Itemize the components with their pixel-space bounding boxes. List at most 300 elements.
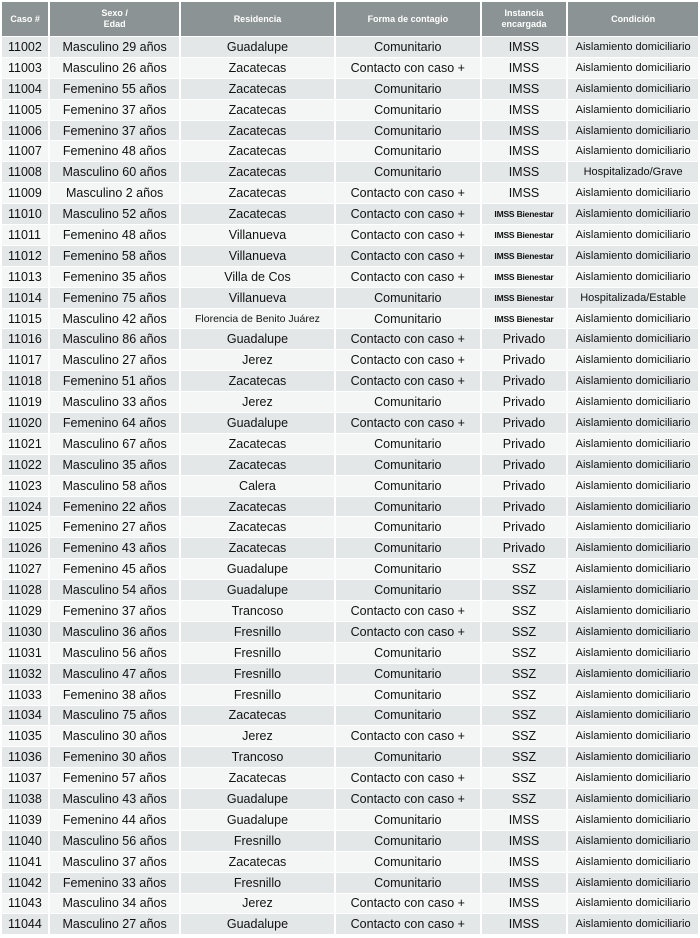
cell-sexo-edad: Masculino 47 años bbox=[50, 664, 179, 685]
table-row bbox=[2, 141, 698, 162]
cell-forma-contagio: Comunitario bbox=[336, 100, 480, 121]
cell-case: 11027 bbox=[2, 559, 48, 580]
cell-sexo-edad: Femenino 22 años bbox=[50, 497, 179, 518]
cell-case: 11006 bbox=[2, 121, 48, 142]
cell-residencia: Fresnillo bbox=[181, 664, 334, 685]
cell-residencia: Zacatecas bbox=[181, 58, 334, 79]
cell-sexo-edad: Masculino 67 años bbox=[50, 434, 179, 455]
cell-case: 11017 bbox=[2, 350, 48, 371]
cell-case: 11035 bbox=[2, 726, 48, 747]
cell-condicion: Aislamiento domiciliario bbox=[568, 267, 698, 288]
cell-sexo-edad: Femenino 44 años bbox=[50, 810, 179, 831]
header-case: Caso # bbox=[2, 2, 48, 37]
cell-condicion: Aislamiento domiciliario bbox=[568, 37, 698, 58]
cell-sexo-edad: Femenino 37 años bbox=[50, 601, 179, 622]
cell-instancia: SSZ bbox=[482, 706, 566, 727]
cell-forma-contagio: Comunitario bbox=[336, 831, 480, 852]
cell-case: 11016 bbox=[2, 329, 48, 350]
table-row bbox=[2, 183, 698, 204]
cell-sexo-edad: Masculino 43 años bbox=[50, 789, 179, 810]
cell-instancia: SSZ bbox=[482, 559, 566, 580]
cell-forma-contagio: Comunitario bbox=[336, 538, 480, 559]
table-row bbox=[2, 706, 698, 727]
cell-sexo-edad: Masculino 52 años bbox=[50, 204, 179, 225]
cell-residencia: Guadalupe bbox=[181, 810, 334, 831]
cell-condicion: Aislamiento domiciliario bbox=[568, 100, 698, 121]
cell-forma-contagio: Contacto con caso + bbox=[336, 622, 480, 643]
cell-residencia: Zacatecas bbox=[181, 371, 334, 392]
cell-sexo-edad: Masculino 30 años bbox=[50, 726, 179, 747]
cell-residencia: Zacatecas bbox=[181, 706, 334, 727]
cell-condicion: Aislamiento domiciliario bbox=[568, 141, 698, 162]
cell-instancia: IMSS bbox=[482, 79, 566, 100]
cell-instancia: IMSS bbox=[482, 37, 566, 58]
cell-sexo-edad: Masculino 56 años bbox=[50, 831, 179, 852]
cell-sexo-edad: Masculino 26 años bbox=[50, 58, 179, 79]
cell-condicion: Aislamiento domiciliario bbox=[568, 309, 698, 330]
cell-instancia: IMSS Bienestar bbox=[482, 288, 566, 309]
cell-condicion: Aislamiento domiciliario bbox=[568, 685, 698, 706]
header-sexo-edad bbox=[50, 2, 179, 37]
cell-residencia: Zacatecas bbox=[181, 204, 334, 225]
cell-condicion: Aislamiento domiciliario bbox=[568, 350, 698, 371]
cell-case: 11032 bbox=[2, 664, 48, 685]
cell-instancia: IMSS bbox=[482, 894, 566, 915]
table-row bbox=[2, 726, 698, 747]
cell-sexo-edad: Femenino 43 años bbox=[50, 538, 179, 559]
cell-case: 11021 bbox=[2, 434, 48, 455]
table-row bbox=[2, 831, 698, 852]
cell-forma-contagio: Comunitario bbox=[336, 162, 480, 183]
cell-forma-contagio: Comunitario bbox=[336, 706, 480, 727]
cell-condicion: Aislamiento domiciliario bbox=[568, 664, 698, 685]
table-row bbox=[2, 559, 698, 580]
cell-instancia: IMSS Bienestar bbox=[482, 246, 566, 267]
cell-case: 11040 bbox=[2, 831, 48, 852]
cell-case: 11043 bbox=[2, 894, 48, 915]
table-row bbox=[2, 392, 698, 413]
cell-condicion: Aislamiento domiciliario bbox=[568, 413, 698, 434]
cell-case: 11010 bbox=[2, 204, 48, 225]
cell-case: 11042 bbox=[2, 873, 48, 894]
cell-forma-contagio: Comunitario bbox=[336, 559, 480, 580]
cell-case: 11038 bbox=[2, 789, 48, 810]
cell-condicion: Aislamiento domiciliario bbox=[568, 914, 698, 935]
cell-residencia: Florencia de Benito Juárez bbox=[181, 309, 334, 330]
cell-forma-contagio: Contacto con caso + bbox=[336, 329, 480, 350]
cell-instancia: SSZ bbox=[482, 768, 566, 789]
cell-instancia: Privado bbox=[482, 392, 566, 413]
cell-case: 11030 bbox=[2, 622, 48, 643]
cell-instancia: SSZ bbox=[482, 726, 566, 747]
cell-condicion: Aislamiento domiciliario bbox=[568, 706, 698, 727]
cell-residencia: Guadalupe bbox=[181, 413, 334, 434]
cell-sexo-edad: Masculino 60 años bbox=[50, 162, 179, 183]
cell-forma-contagio: Comunitario bbox=[336, 664, 480, 685]
cell-sexo-edad: Masculino 34 años bbox=[50, 894, 179, 915]
cell-instancia: Privado bbox=[482, 497, 566, 518]
cell-residencia: Zacatecas bbox=[181, 538, 334, 559]
cell-forma-contagio: Comunitario bbox=[336, 810, 480, 831]
cell-forma-contagio: Comunitario bbox=[336, 288, 480, 309]
cell-residencia: Villa de Cos bbox=[181, 267, 334, 288]
cell-instancia: SSZ bbox=[482, 580, 566, 601]
cell-residencia: Zacatecas bbox=[181, 768, 334, 789]
cell-residencia: Zacatecas bbox=[181, 121, 334, 142]
cell-case: 11009 bbox=[2, 183, 48, 204]
cell-instancia: Privado bbox=[482, 371, 566, 392]
table-row bbox=[2, 79, 698, 100]
cell-residencia: Zacatecas bbox=[181, 162, 334, 183]
cell-forma-contagio: Contacto con caso + bbox=[336, 58, 480, 79]
cell-sexo-edad: Masculino 75 años bbox=[50, 706, 179, 727]
cell-sexo-edad: Femenino 75 años bbox=[50, 288, 179, 309]
table-row bbox=[2, 894, 698, 915]
cell-case: 11020 bbox=[2, 413, 48, 434]
cell-condicion: Aislamiento domiciliario bbox=[568, 852, 698, 873]
cell-residencia: Zacatecas bbox=[181, 517, 334, 538]
cell-case: 11033 bbox=[2, 685, 48, 706]
cell-instancia: IMSS bbox=[482, 873, 566, 894]
cell-residencia: Fresnillo bbox=[181, 643, 334, 664]
cell-forma-contagio: Comunitario bbox=[336, 580, 480, 601]
cell-sexo-edad: Femenino 64 años bbox=[50, 413, 179, 434]
cell-sexo-edad: Masculino 2 años bbox=[50, 183, 179, 204]
cell-condicion: Aislamiento domiciliario bbox=[568, 79, 698, 100]
cell-forma-contagio: Comunitario bbox=[336, 309, 480, 330]
cell-condicion: Aislamiento domiciliario bbox=[568, 768, 698, 789]
cell-sexo-edad: Masculino 86 años bbox=[50, 329, 179, 350]
cell-residencia: Zacatecas bbox=[181, 79, 334, 100]
cell-forma-contagio: Contacto con caso + bbox=[336, 267, 480, 288]
cell-sexo-edad: Masculino 42 años bbox=[50, 309, 179, 330]
cell-forma-contagio: Comunitario bbox=[336, 476, 480, 497]
cell-residencia: Jerez bbox=[181, 392, 334, 413]
cell-residencia: Jerez bbox=[181, 350, 334, 371]
cell-condicion: Aislamiento domiciliario bbox=[568, 726, 698, 747]
cell-case: 11003 bbox=[2, 58, 48, 79]
table-row bbox=[2, 517, 698, 538]
cell-instancia: Privado bbox=[482, 476, 566, 497]
cell-forma-contagio: Comunitario bbox=[336, 121, 480, 142]
cell-instancia: SSZ bbox=[482, 643, 566, 664]
table-row bbox=[2, 476, 698, 497]
header-forma-contagio: Forma de contagio bbox=[336, 2, 480, 37]
header-sexo: Sexo / bbox=[101, 8, 128, 18]
cell-sexo-edad: Masculino 58 años bbox=[50, 476, 179, 497]
cell-residencia: Fresnillo bbox=[181, 622, 334, 643]
table-row bbox=[2, 580, 698, 601]
cell-sexo-edad: Masculino 56 años bbox=[50, 643, 179, 664]
table-row bbox=[2, 873, 698, 894]
cell-residencia: Guadalupe bbox=[181, 329, 334, 350]
cell-condicion: Aislamiento domiciliario bbox=[568, 643, 698, 664]
cell-condicion: Aislamiento domiciliario bbox=[568, 183, 698, 204]
cell-condicion: Aislamiento domiciliario bbox=[568, 580, 698, 601]
table-row bbox=[2, 789, 698, 810]
cell-sexo-edad: Masculino 36 años bbox=[50, 622, 179, 643]
cell-sexo-edad: Femenino 35 años bbox=[50, 267, 179, 288]
table-row bbox=[2, 685, 698, 706]
cell-case: 11012 bbox=[2, 246, 48, 267]
cell-condicion: Aislamiento domiciliario bbox=[568, 246, 698, 267]
cell-residencia: Trancoso bbox=[181, 747, 334, 768]
cell-instancia: SSZ bbox=[482, 664, 566, 685]
table-row bbox=[2, 455, 698, 476]
header-instancia-line2: encargada bbox=[501, 19, 547, 29]
cell-residencia: Zacatecas bbox=[181, 455, 334, 476]
cell-case: 11024 bbox=[2, 497, 48, 518]
cell-case: 11002 bbox=[2, 37, 48, 58]
cell-instancia: Privado bbox=[482, 455, 566, 476]
cell-case: 11025 bbox=[2, 517, 48, 538]
cell-residencia: Villanueva bbox=[181, 246, 334, 267]
cell-sexo-edad: Masculino 27 años bbox=[50, 350, 179, 371]
cell-case: 11022 bbox=[2, 455, 48, 476]
cell-case: 11023 bbox=[2, 476, 48, 497]
cell-forma-contagio: Comunitario bbox=[336, 37, 480, 58]
cell-residencia: Villanueva bbox=[181, 288, 334, 309]
cell-condicion: Aislamiento domiciliario bbox=[568, 810, 698, 831]
table-row bbox=[2, 664, 698, 685]
cell-sexo-edad: Femenino 27 años bbox=[50, 517, 179, 538]
cell-instancia: IMSS bbox=[482, 810, 566, 831]
cell-forma-contagio: Comunitario bbox=[336, 392, 480, 413]
table-row bbox=[2, 267, 698, 288]
cell-instancia: Privado bbox=[482, 434, 566, 455]
header-instancia bbox=[482, 2, 566, 37]
table-row bbox=[2, 497, 698, 518]
table-row bbox=[2, 246, 698, 267]
cell-sexo-edad: Masculino 29 años bbox=[50, 37, 179, 58]
cell-instancia: SSZ bbox=[482, 622, 566, 643]
cell-forma-contagio: Comunitario bbox=[336, 497, 480, 518]
cell-instancia: IMSS bbox=[482, 852, 566, 873]
table-row bbox=[2, 643, 698, 664]
cell-instancia: IMSS bbox=[482, 141, 566, 162]
cell-instancia: IMSS bbox=[482, 100, 566, 121]
cell-case: 11011 bbox=[2, 225, 48, 246]
table-row bbox=[2, 121, 698, 142]
cell-residencia: Guadalupe bbox=[181, 789, 334, 810]
table-row bbox=[2, 810, 698, 831]
cell-condicion: Aislamiento domiciliario bbox=[568, 538, 698, 559]
cell-condicion: Aislamiento domiciliario bbox=[568, 329, 698, 350]
table-row bbox=[2, 288, 698, 309]
cell-case: 11037 bbox=[2, 768, 48, 789]
cell-residencia: Calera bbox=[181, 476, 334, 497]
cell-forma-contagio: Contacto con caso + bbox=[336, 768, 480, 789]
cell-sexo-edad: Femenino 57 años bbox=[50, 768, 179, 789]
cell-instancia: Privado bbox=[482, 329, 566, 350]
cell-instancia: SSZ bbox=[482, 789, 566, 810]
cell-residencia: Jerez bbox=[181, 726, 334, 747]
table-row bbox=[2, 852, 698, 873]
table-row bbox=[2, 350, 698, 371]
cell-instancia: IMSS Bienestar bbox=[482, 309, 566, 330]
cell-forma-contagio: Comunitario bbox=[336, 852, 480, 873]
table-row bbox=[2, 58, 698, 79]
cell-residencia: Guadalupe bbox=[181, 580, 334, 601]
cell-condicion: Aislamiento domiciliario bbox=[568, 497, 698, 518]
cell-forma-contagio: Contacto con caso + bbox=[336, 914, 480, 935]
cell-condicion: Aislamiento domiciliario bbox=[568, 747, 698, 768]
cell-residencia: Guadalupe bbox=[181, 914, 334, 935]
cell-condicion: Aislamiento domiciliario bbox=[568, 225, 698, 246]
cell-sexo-edad: Femenino 58 años bbox=[50, 246, 179, 267]
cell-case: 11041 bbox=[2, 852, 48, 873]
cell-case: 11028 bbox=[2, 580, 48, 601]
cell-forma-contagio: Contacto con caso + bbox=[336, 413, 480, 434]
cell-condicion: Aislamiento domiciliario bbox=[568, 894, 698, 915]
cell-forma-contagio: Contacto con caso + bbox=[336, 726, 480, 747]
header-instancia-line1: Instancia bbox=[504, 8, 544, 18]
cell-case: 11026 bbox=[2, 538, 48, 559]
cell-residencia: Zacatecas bbox=[181, 141, 334, 162]
table-row bbox=[2, 747, 698, 768]
cell-instancia: IMSS bbox=[482, 914, 566, 935]
cell-instancia: IMSS bbox=[482, 162, 566, 183]
cell-sexo-edad: Femenino 48 años bbox=[50, 141, 179, 162]
cell-condicion: Aislamiento domiciliario bbox=[568, 789, 698, 810]
table-row bbox=[2, 100, 698, 121]
cell-residencia: Zacatecas bbox=[181, 183, 334, 204]
cell-sexo-edad: Femenino 48 años bbox=[50, 225, 179, 246]
cell-forma-contagio: Comunitario bbox=[336, 79, 480, 100]
cell-condicion: Aislamiento domiciliario bbox=[568, 455, 698, 476]
table-row bbox=[2, 309, 698, 330]
cell-condicion: Aislamiento domiciliario bbox=[568, 476, 698, 497]
cell-residencia: Jerez bbox=[181, 894, 334, 915]
table-row bbox=[2, 914, 698, 935]
cell-instancia: Privado bbox=[482, 538, 566, 559]
table-row bbox=[2, 162, 698, 183]
cell-case: 11008 bbox=[2, 162, 48, 183]
cell-instancia: IMSS bbox=[482, 831, 566, 852]
cell-sexo-edad: Masculino 27 años bbox=[50, 914, 179, 935]
table-row bbox=[2, 601, 698, 622]
cell-case: 11014 bbox=[2, 288, 48, 309]
cell-sexo-edad: Femenino 51 años bbox=[50, 371, 179, 392]
cell-forma-contagio: Contacto con caso + bbox=[336, 789, 480, 810]
cell-residencia: Zacatecas bbox=[181, 100, 334, 121]
cell-case: 11018 bbox=[2, 371, 48, 392]
cell-forma-contagio: Contacto con caso + bbox=[336, 894, 480, 915]
cell-condicion: Aislamiento domiciliario bbox=[568, 831, 698, 852]
cell-sexo-edad: Masculino 54 años bbox=[50, 580, 179, 601]
cell-case: 11036 bbox=[2, 747, 48, 768]
cell-instancia: IMSS bbox=[482, 121, 566, 142]
table-row bbox=[2, 622, 698, 643]
cell-sexo-edad: Masculino 35 años bbox=[50, 455, 179, 476]
cell-residencia: Trancoso bbox=[181, 601, 334, 622]
cell-condicion: Aislamiento domiciliario bbox=[568, 873, 698, 894]
cell-forma-contagio: Comunitario bbox=[336, 455, 480, 476]
cell-condicion: Aislamiento domiciliario bbox=[568, 371, 698, 392]
cell-instancia: Privado bbox=[482, 350, 566, 371]
cell-residencia: Villanueva bbox=[181, 225, 334, 246]
cell-condicion: Aislamiento domiciliario bbox=[568, 58, 698, 79]
cell-condicion: Aislamiento domiciliario bbox=[568, 601, 698, 622]
cell-case: 11019 bbox=[2, 392, 48, 413]
table-row bbox=[2, 37, 698, 58]
table-row bbox=[2, 434, 698, 455]
cell-sexo-edad: Femenino 33 años bbox=[50, 873, 179, 894]
cell-forma-contagio: Contacto con caso + bbox=[336, 246, 480, 267]
header-edad: Edad bbox=[103, 19, 126, 29]
cell-forma-contagio: Comunitario bbox=[336, 685, 480, 706]
cell-sexo-edad: Femenino 38 años bbox=[50, 685, 179, 706]
cell-forma-contagio: Contacto con caso + bbox=[336, 183, 480, 204]
cell-instancia: SSZ bbox=[482, 685, 566, 706]
cell-condicion: Aislamiento domiciliario bbox=[568, 204, 698, 225]
cell-instancia: IMSS Bienestar bbox=[482, 267, 566, 288]
cell-case: 11004 bbox=[2, 79, 48, 100]
cell-condicion: Aislamiento domiciliario bbox=[568, 559, 698, 580]
cell-residencia: Zacatecas bbox=[181, 434, 334, 455]
table-row bbox=[2, 329, 698, 350]
cell-condicion: Aislamiento domiciliario bbox=[568, 622, 698, 643]
cell-case: 11039 bbox=[2, 810, 48, 831]
cell-case: 11013 bbox=[2, 267, 48, 288]
cell-condicion: Hospitalizado/Grave bbox=[568, 162, 698, 183]
table-row bbox=[2, 538, 698, 559]
cell-condicion: Aislamiento domiciliario bbox=[568, 517, 698, 538]
cell-residencia: Fresnillo bbox=[181, 873, 334, 894]
cell-case: 11015 bbox=[2, 309, 48, 330]
cell-sexo-edad: Femenino 30 años bbox=[50, 747, 179, 768]
cell-instancia: IMSS Bienestar bbox=[482, 204, 566, 225]
cell-residencia: Fresnillo bbox=[181, 831, 334, 852]
cell-sexo-edad: Masculino 37 años bbox=[50, 852, 179, 873]
table-row bbox=[2, 225, 698, 246]
cell-sexo-edad: Masculino 33 años bbox=[50, 392, 179, 413]
cell-case: 11044 bbox=[2, 914, 48, 935]
header-row bbox=[2, 2, 698, 37]
cell-residencia: Guadalupe bbox=[181, 559, 334, 580]
cell-case: 11031 bbox=[2, 643, 48, 664]
cell-forma-contagio: Contacto con caso + bbox=[336, 225, 480, 246]
cell-condicion: Aislamiento domiciliario bbox=[568, 392, 698, 413]
cell-instancia: SSZ bbox=[482, 747, 566, 768]
cell-forma-contagio: Comunitario bbox=[336, 434, 480, 455]
cell-residencia: Guadalupe bbox=[181, 37, 334, 58]
cell-forma-contagio: Contacto con caso + bbox=[336, 204, 480, 225]
cell-case: 11007 bbox=[2, 141, 48, 162]
cell-forma-contagio: Contacto con caso + bbox=[336, 371, 480, 392]
cell-residencia: Zacatecas bbox=[181, 497, 334, 518]
cell-forma-contagio: Comunitario bbox=[336, 141, 480, 162]
cell-instancia: IMSS bbox=[482, 183, 566, 204]
cell-instancia: SSZ bbox=[482, 601, 566, 622]
cell-instancia: IMSS bbox=[482, 58, 566, 79]
cell-forma-contagio: Comunitario bbox=[336, 643, 480, 664]
table-row bbox=[2, 371, 698, 392]
cell-residencia: Fresnillo bbox=[181, 685, 334, 706]
cell-forma-contagio: Comunitario bbox=[336, 873, 480, 894]
cell-case: 11029 bbox=[2, 601, 48, 622]
table-body bbox=[2, 37, 698, 935]
header-residencia: Residencia bbox=[181, 2, 334, 37]
table-row bbox=[2, 413, 698, 434]
header-condicion: Condición bbox=[568, 2, 698, 37]
table-row bbox=[2, 204, 698, 225]
cell-forma-contagio: Contacto con caso + bbox=[336, 601, 480, 622]
cell-sexo-edad: Femenino 37 años bbox=[50, 100, 179, 121]
cell-condicion: Aislamiento domiciliario bbox=[568, 434, 698, 455]
table-row bbox=[2, 768, 698, 789]
cell-sexo-edad: Femenino 45 años bbox=[50, 559, 179, 580]
